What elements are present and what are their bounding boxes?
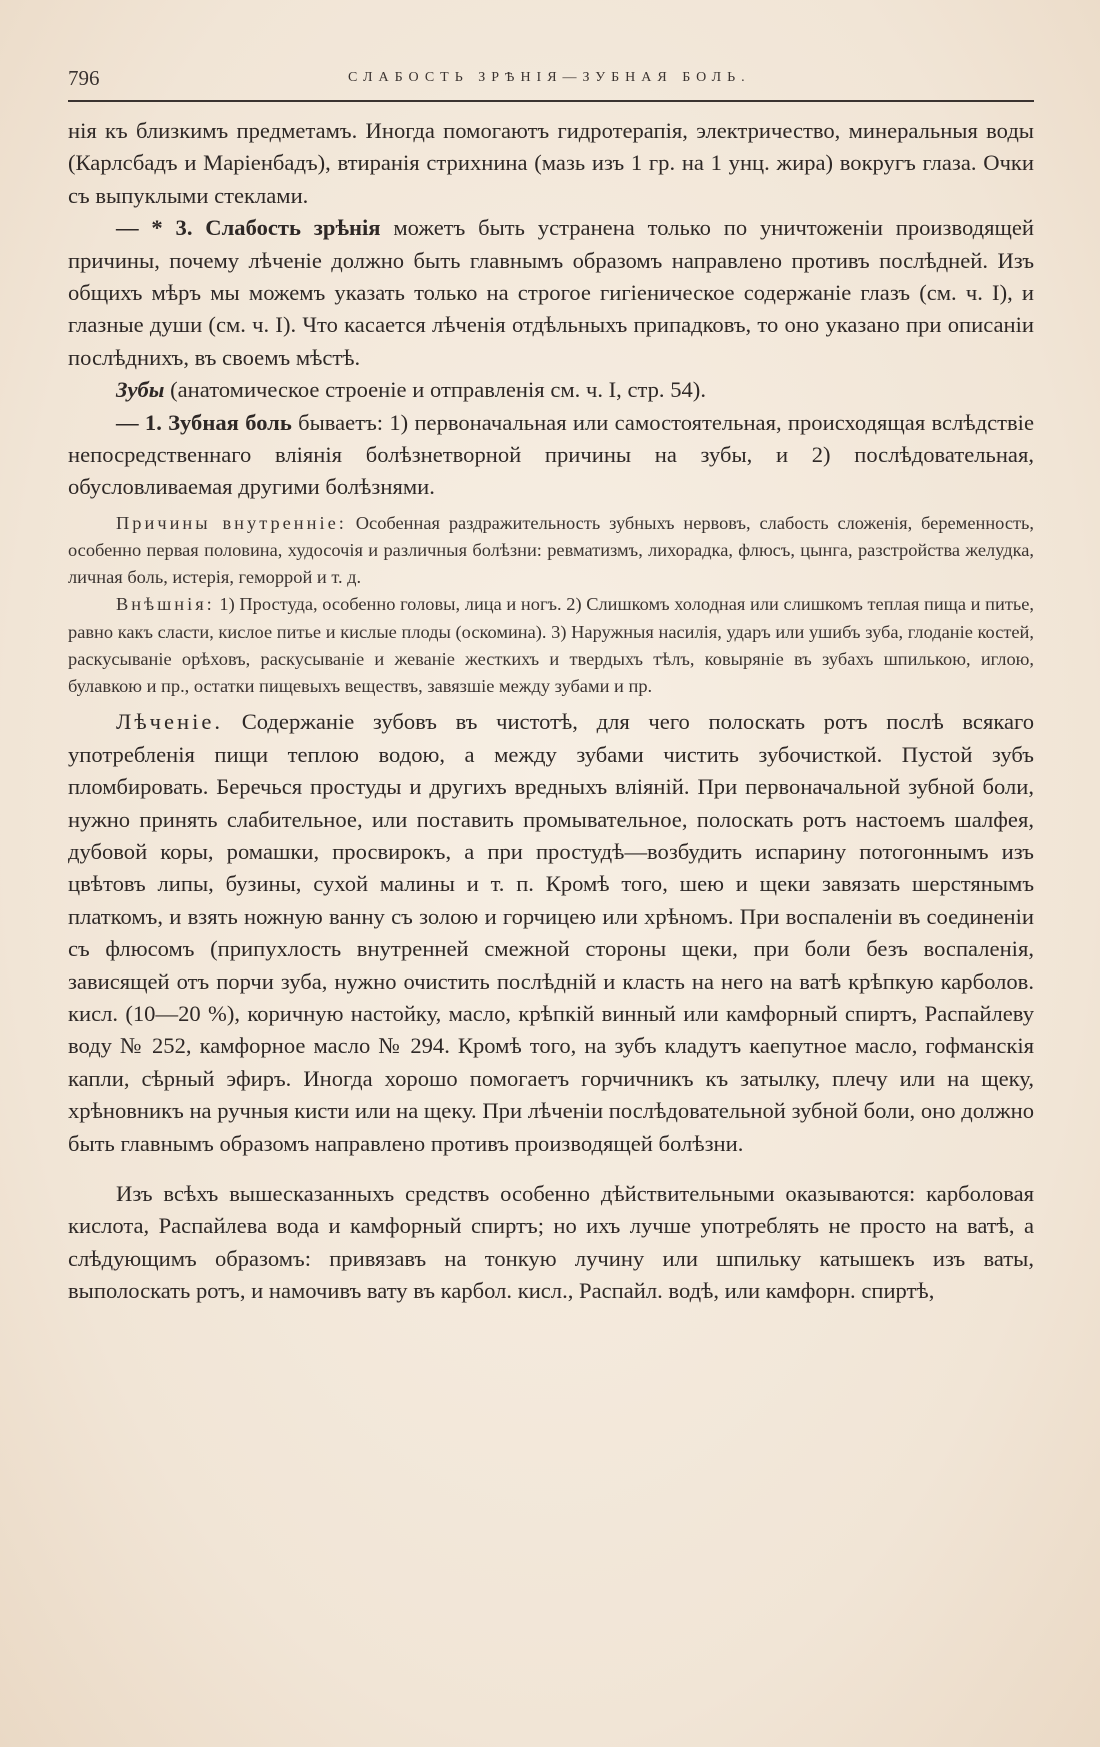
running-title: СЛАБОСТЬ ЗРѢНІЯ—ЗУБНАЯ БОЛЬ.: [348, 70, 751, 85]
section-heading-teeth: Зубы: [116, 377, 165, 403]
subheading-internal-causes: Причины внутренніе:: [116, 512, 347, 533]
paragraph-text: Содержаніе зубовъ въ чистотѣ, для чего полоскать ротъ послѣ всякаго употребленія пищи теплою водою, а между зубами чистить зубочисткой. Пустой зубъ пломбировать. Беречься простуды и другихъ вредныхъ вліяній. При первоначальной зубной боли, нужно принять слабительное, или поставить промывательное, полоскать ротъ настоемъ шалфея, дубовой коры, ромашки, просвирокъ, а при простудѣ—возбудить испарину потогоннымъ изъ цвѣтовъ липы, бузины, сухой малины и т. п. Кромѣ того, шею и щеки завязать шерстянымъ платкомъ, и взять ножную ванну съ золою и горчицею или хрѣномъ. При воспаленіи въ соединеніи съ флюсомъ (припухлость внутренней смежной стороны щеки, при боли безъ воспаленія, зависящей отъ порчи зуба, нужно очистить послѣдній и класть на него на ватѣ крѣпкую карболов. кисл. (10—20 %), коричную настойку, масло, крѣпкій винный или камфорный спиртъ, Распайлеву воду № 252, камфорное масло № 294. Кромѣ того, на зубъ кладутъ каепутное масло, гофманскія капли, сѣрный эфиръ. Иногда хорошо помогаетъ горчичникъ къ затылку, плечу или на щеку, хрѣновникъ на ручныя кисти или на щеку. При лѣченіи послѣдовательной зубной боли, оно должно быть главнымъ образомъ направлено противъ производящей болѣзни.: [68, 709, 1034, 1156]
paragraph-treatment: [68, 706, 1034, 1160]
paragraph-text: Изъ всѣхъ вышесказанныхъ средствъ особенно дѣйствительными оказываются: карболовая кислота, Распайлева вода и камфорный спиртъ; но ихъ лучше употреблять не просто на ватѣ, а слѣдующимъ образомъ: привязавъ на тонкую лучину или шпильку катышекъ изъ ваты, выполоскать ротъ, и намочивъ вату въ карбол. кисл., Распайл. водѣ, или камфорн. спиртѣ,: [68, 1180, 1034, 1304]
page-number: 796: [68, 66, 100, 90]
header-rule: [68, 100, 1034, 102]
subheading-treatment: Лѣченіе.: [116, 709, 224, 735]
paragraph-text: 1) Простуда, особенно головы, лица и ногъ. 2) Слишкомъ холодная или слишкомъ теплая пища и питье, равно какъ сласти, кислое питье и кислые плоды (оскомина). 3) Наружныя насилія, ударъ или ушибъ зуба, глоданіе костей, раскусываніе орѣховъ, раскусываніе и жеваніе жесткихъ и твердыхъ тѣлъ, ковыряніе въ зубахъ шпилькою, иглою, булавкою и пр., остатки пищевыхъ веществъ, завязшіе между зубами и пр.: [68, 594, 1034, 697]
paragraph-text: бываетъ: 1) первоначальная или самостоятельная, происходящая вслѣдствіе непосредственнаго вліянія болѣзнетворной причины на зубы, и 2) послѣдовательная, обусловливаемая другими болѣзнями.: [68, 409, 1034, 500]
paragraph-remedies: [68, 1178, 1034, 1308]
paragraph-weakness-of-vision: [68, 212, 1034, 374]
paragraph-text: (анатомическое строеніе и отправленія см. ч. I, стр. 54).: [164, 377, 706, 403]
paragraph-toothache: [68, 407, 1034, 504]
paragraph-internal-causes: [68, 510, 1034, 592]
paragraph-text: можетъ быть устранена только по уничтоженіи производящей причины, почему лѣченіе должно быть главнымъ образомъ направлено противъ послѣдней. Изъ общихъ мѣръ мы можемъ указать только на строгое гигіеническое содержаніе глазъ (см. ч. I), и глазные души (см. ч. I). Что касается лѣченія отдѣльныхъ припадковъ, то оно указано при описаніи послѣднихъ, въ своемъ мѣстѣ.: [68, 215, 1035, 370]
paragraph-continuation: [68, 115, 1034, 212]
subheading-external-causes: Внѣшнія:: [116, 594, 215, 615]
page-header: [68, 66, 1034, 94]
section-heading-weakness-of-vision: — * 3. Слабость зрѣнія: [116, 215, 381, 241]
paragraph-text: нія къ близкимъ предметамъ. Иногда помогаютъ гидротерапія, электричество, минеральныя воды (Карлсбадъ и Маріенбадъ), втиранія стрихнина (мазь изъ 1 гр. на 1 унц. жира) вокругъ глаза. Очки съ выпуклыми стеклами.: [68, 118, 1034, 208]
paragraph-teeth: [68, 374, 1034, 406]
spacer: [68, 1160, 1034, 1178]
paragraph-external-causes: [68, 591, 1034, 700]
section-heading-toothache: — 1. Зубная боль: [116, 409, 292, 435]
paragraph-text: Особенная раздражительность зубныхъ нервовъ, слабость сложенія, беременность, особенно первая половина, худосочія и различныя болѣзни: ревматизмъ, лихорадка, флюсъ, цынга, разстройства желудка, личная боль, истерія, геморрой и т. д.: [68, 512, 1034, 588]
body-text: [68, 115, 1034, 1308]
